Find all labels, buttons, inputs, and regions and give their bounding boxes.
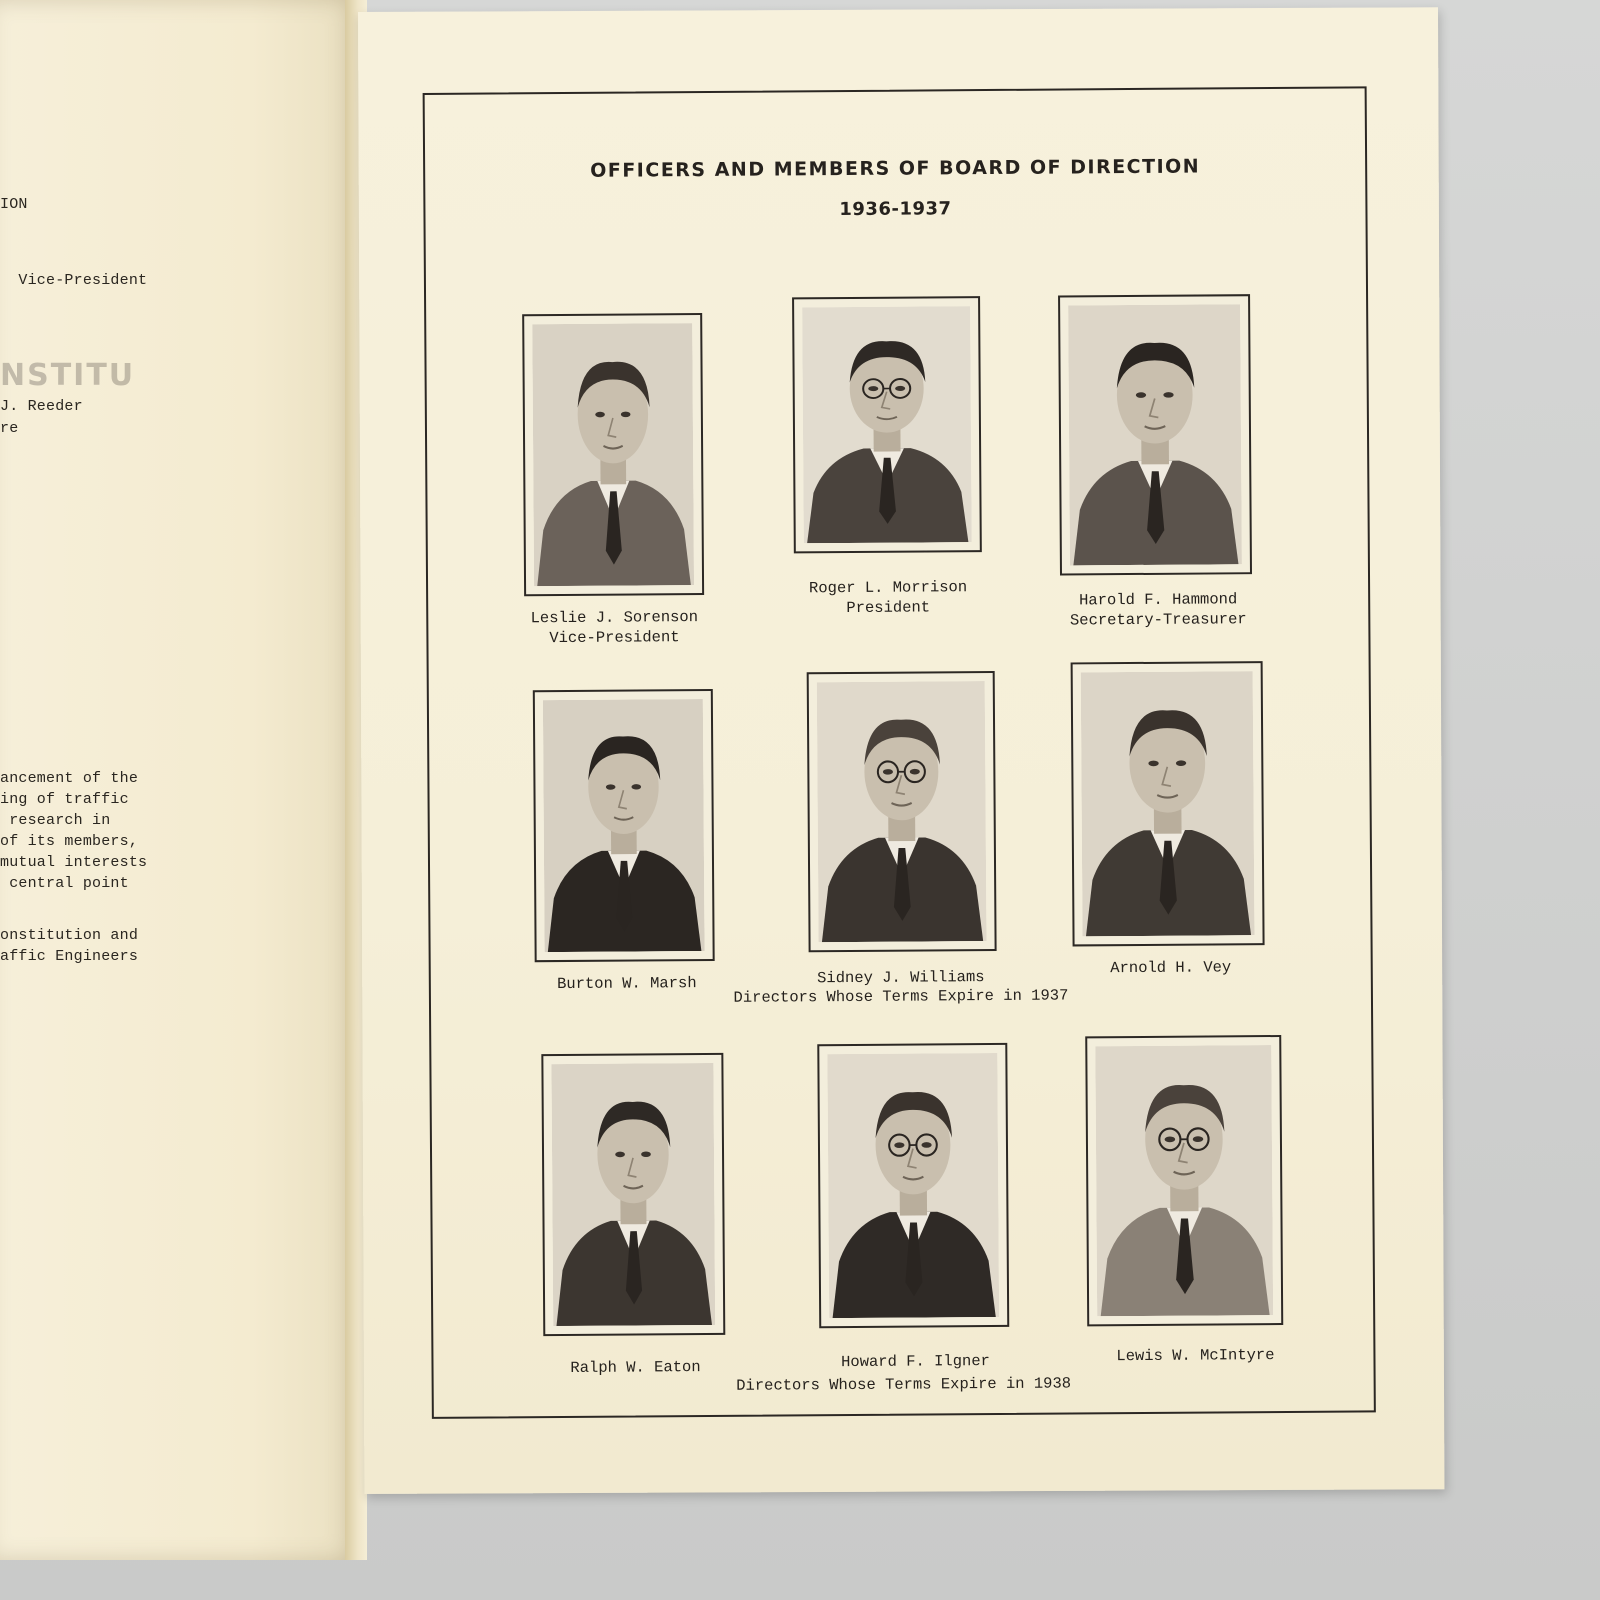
left-page-line: central point bbox=[0, 875, 129, 892]
portrait-photo-marsh bbox=[533, 689, 715, 962]
left-page-line: ancement of the bbox=[0, 770, 139, 787]
person-role: Secretary-Treasurer bbox=[1069, 610, 1247, 630]
portrait-image bbox=[802, 306, 972, 543]
caption-vey bbox=[1041, 957, 1301, 979]
left-page-heading-fragment: NSTITU bbox=[0, 358, 136, 393]
left-page-line: onstitution and bbox=[0, 927, 139, 944]
person-role: Vice-President bbox=[549, 628, 680, 648]
portrait-image bbox=[1081, 671, 1255, 936]
portrait-image bbox=[551, 1063, 715, 1326]
directors-1938-caption: Directors Whose Terms Expire in 1938 bbox=[736, 1374, 1072, 1395]
portrait-image bbox=[543, 699, 705, 952]
caption-hammond bbox=[1028, 589, 1288, 631]
page-years: 1936-1937 bbox=[839, 198, 952, 221]
page-frame bbox=[423, 86, 1376, 1419]
caption-eaton bbox=[505, 1357, 765, 1379]
left-page-line: ing of traffic bbox=[0, 791, 129, 808]
person-name: Arnold H. Vey bbox=[1110, 958, 1232, 978]
portrait-silhouette bbox=[1095, 1045, 1273, 1316]
caption-sorenson bbox=[484, 607, 744, 649]
portrait-image bbox=[817, 681, 987, 942]
person-name: Sidney J. Williams bbox=[817, 968, 985, 988]
portrait-silhouette bbox=[827, 1053, 999, 1318]
portrait-image bbox=[827, 1053, 999, 1318]
person-name: Harold F. Hammond bbox=[1079, 590, 1238, 610]
portrait-silhouette bbox=[817, 681, 987, 942]
portrait-image bbox=[1095, 1045, 1273, 1316]
portrait-photo-mcintyre bbox=[1085, 1035, 1283, 1326]
page-title: OFFICERS AND MEMBERS OF BOARD OF DIRECTION bbox=[590, 155, 1201, 182]
right-page bbox=[358, 7, 1444, 1494]
left-page-line: of its members, bbox=[0, 833, 139, 850]
portrait-image bbox=[1068, 304, 1242, 565]
left-page-line: Vice-President bbox=[0, 272, 148, 289]
left-page-line: affic Engineers bbox=[0, 948, 139, 965]
portrait-silhouette bbox=[551, 1063, 715, 1326]
caption-ilgner bbox=[785, 1351, 1045, 1373]
person-name: Burton W. Marsh bbox=[557, 974, 697, 994]
left-page-line: research in bbox=[0, 812, 111, 829]
portrait-silhouette bbox=[1068, 304, 1242, 565]
portrait-silhouette bbox=[532, 323, 694, 586]
portrait-silhouette bbox=[802, 306, 972, 543]
directors-1937-caption: Directors Whose Terms Expire in 1937 bbox=[733, 986, 1069, 1007]
left-page bbox=[0, 0, 360, 1560]
portrait-photo-vey bbox=[1071, 661, 1265, 946]
person-name: Roger L. Morrison bbox=[808, 578, 968, 598]
portrait-photo-ilgner bbox=[817, 1043, 1009, 1328]
portrait-photo-sorenson bbox=[522, 313, 704, 596]
portrait-silhouette bbox=[543, 699, 705, 952]
person-name: Ralph W. Eaton bbox=[570, 1358, 701, 1377]
portrait-image bbox=[532, 323, 694, 586]
person-role: President bbox=[846, 598, 931, 618]
person-name: Leslie J. Sorenson bbox=[530, 608, 699, 628]
person-name: Howard F. Ilgner bbox=[841, 1352, 990, 1372]
portrait-photo-eaton bbox=[541, 1053, 725, 1336]
left-page-line: re bbox=[0, 420, 19, 437]
person-name: Lewis W. McIntyre bbox=[1116, 1346, 1275, 1366]
portrait-photo-williams bbox=[807, 671, 997, 952]
caption-mcintyre bbox=[1065, 1345, 1325, 1367]
caption-morrison bbox=[758, 577, 1018, 619]
left-page-line: ION bbox=[0, 196, 28, 213]
left-page-line: J. Reeder bbox=[0, 398, 83, 415]
portrait-photo-morrison bbox=[792, 296, 982, 553]
caption-williams bbox=[771, 967, 1031, 989]
portrait-photo-hammond bbox=[1058, 294, 1252, 575]
left-page-line: mutual interests bbox=[0, 854, 148, 871]
portrait-silhouette bbox=[1081, 671, 1255, 936]
